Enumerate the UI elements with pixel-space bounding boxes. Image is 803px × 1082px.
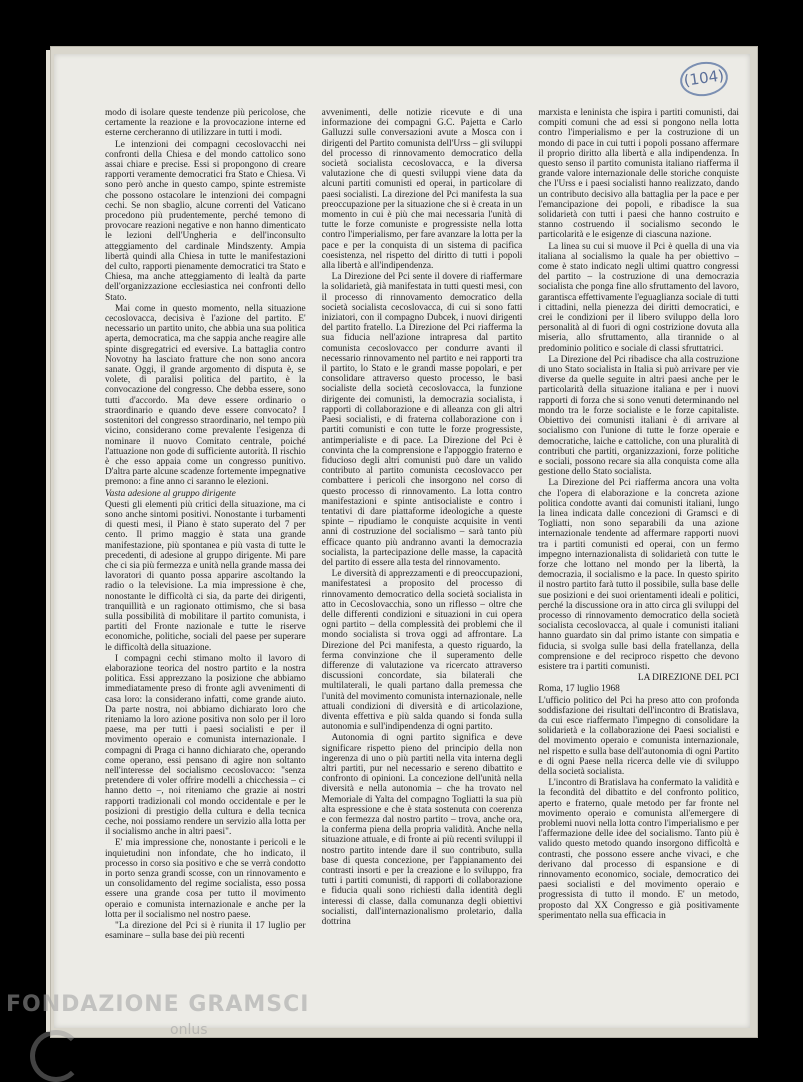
document-page (54, 54, 750, 1028)
paragraph: La Direzione del Pci ribadisce cha alla costruzione di uno Stato socialista in Italia si può arrivare per vie diverse da quelle seguite in altri paesi anche per le particolarità della situazione italiana e per i nuovi rapporti di forza che si sono venuti determinando nel mondo tra le forze socialiste e le forze capitaliste. Obiettivo dei comunisti italiani è di arrivare al socialismo con l'unione di tutte le forze operaie e democratiche, laiche e cattoliche, con una pluralità di contributi che partiti, organizzazioni, forze politiche e sociali, possono recare sia alla conquista come alla gestione dello Stato socialista. (538, 354, 740, 478)
paragraph: modo di isolare queste tendenze più pericolose, che certamente la reazione e la provocazione interne ed esterne cercheranno di utilizzare in tutti i modi. (105, 108, 306, 139)
paragraph: Autonomia di ogni partito significa e deve significare rispetto pieno del principio della non ingerenza di uno o più partiti nella vita interna degli altri partiti, pur nel necessario e sereno dibattito e confronto di opinioni. La concezione dell'unità nella diversità e nella autonomia – che ha trovato nel Memoriale di Yalta del compagno Togliatti la sua più alta espressione e che è stata sostenuta con coerenza e con fermezza dal nostro partito – trova, anche ora, la conferma piena della propria validità. Anche nella situazione attuale, e di fronte ai più recenti sviluppi il nostro partito intende dare il suo contributo, sulla base di questa concezione, per l'appianamento dei contrasti insorti e per la creazione e lo sviluppo, fra tutti i partiti comunisti, di rapporti di collaborazione e fiducia quali sono richiesti dalla identità degli interessi di classe, dalla comunanza degli obiettivi socialisti, dall'internazionalismo proletario, dalla dottrina (321, 733, 523, 928)
paragraph: Le intenzioni dei compagni cecoslovacchi nei confronti della Chiesa e del mondo cattolico sono assai chiare e precise. Essi si propongono di creare rapporti veramente democratici fra Stato e Chiesa. Vi sono però anche in questo campo, spinte estremiste che possono ostacolare le intenzioni dei compagni cechi. Se non sbaglio, alcune correnti del Vaticano procedono più prudentemente, perché temono di provocare reazioni negative e non hanno dimenticato le lezioni dell'Ungheria e dell'inconsulto atteggiamento del cardinale Mindszenty. Ampia libertà quindi alla Chiesa in tutte le manifestazioni del culto, rapporti pienamente democratici tra Stato e Chiesa, ma anche atteggiamento di lealtà da parte dell'organizzazione ecclesiastica nei confronti dello Stato. (105, 139, 306, 303)
paragraph: La Direzione del Pci riafferma ancora una volta che l'opera di elaborazione e la concreta azione politica condotte avanti dai comunisti italiani, lungo la linea indicata dalle concezioni di Gramsci e di Togliatti, non sono separabili da una azione internazionale tendente ad affermare rapporti nuovi tra i partiti comunisti ed operai, con un fermo impegno internazionalista di solidarietà con tutte le forze che lottano nel mondo per la libertà, la democrazia, il socialismo e la pace. In questo spirito il nostro partito farà tutto il possibile, sulla base delle sue posizioni e dei suoi orientamenti ideali e politici, perché la discussione ora in atto circa gli sviluppi del processo di rinnovamento democratico della società socialista cecoslovacca, al quale i comunisti italiani hanno guardato sin dal primo istante con simpatia e fiducia, si svolga sulle basi della fratellanza, della comprensione e del reciproco rispetto che devono esistere tra i partiti comunisti. (538, 478, 740, 672)
paragraph: Le diversità di apprezzamenti e di preoccupazioni, manifestatesi a proposito del processo di rinnovamento democratico della società socialista in atto in Cecoslovacchia, sono un riflesso – oltre che delle differenti condizioni e situazioni in cui opera ogni partito – della complessità dei problemi che il mondo socialista si trova oggi ad affrontare. La Direzione del Pci manifesta, a questo riguardo, la ferma convinzione che il superamento delle differenze di valutazione va ricercato attraverso discussioni concordate, sia bilaterali che multilaterali, le quali partano dalla premessa che l'unità del movimento comunista internazionale, nelle attuali condizioni di diversità e di articolazione, diventa effettiva e più salda quando si fonda sulla autonomia e sull'indipendenza di ogni partito. (321, 569, 523, 733)
column-1 (105, 108, 306, 1013)
text-columns (105, 108, 739, 1013)
column-2 (322, 108, 523, 1013)
paragraph: Mai come in questo momento, nella situazione cecoslovacca, decisiva è l'azione del partito. E' necessario un partito unito, che abbia una sua politica aperta, democratica, ma che sappia anche reagire alle spinte disgregatrici ed eversive. La battaglia contro Novotny ha lasciato fratture che non sono ancora sanate. Oggi, il grande argomento di disputa è, se volete, di paralisi politica del partito, è la convocazione del congresso. Che debba essere, sono tutti d'accordo. Ma deve essere ordinario o straordinario e quando deve essere convocato? I sostenitori del congresso straordinario, nel tempo più vicino, considerano come prevalente l'esigenza di nominare il nuovo Comitato centrale, poiché l'attuazione non gode di sufficiente autorità. Il rischio è che esso appaia come un congresso punitivo. D'altra parte alcune scadenze fortemente impegnative premono: a fine anno ci saranno le elezioni. (105, 303, 306, 488)
foundation-logo-icon (30, 1030, 82, 1082)
archive-page-number-stamp: (104) (678, 59, 730, 99)
paragraph: L'ufficio politico del Pci ha preso atto con profonda soddisfazione dei risultati dell'incontro di Bratislava, da cui esce riaffermato l'impegno di consolidare la solidarietà e la collaborazione dei Paesi socialisti e del movimento operaio e comunista internazionale, nel rispetto e sulla base dell'autonomia di ogni Partito e di ogni Paese nella ricerca delle vie di sviluppo della società socialista. (538, 695, 740, 777)
paragraph: "La direzione del Pci si è riunita il 17 luglio per esaminare – sulla base dei più recenti (105, 921, 306, 942)
paragraph: La linea su cui si muove il Pci è quella di una via italiana al socialismo la quale ha per obiettivo – come è stato indicato negli ultimi quattro congressi del partito – la costruzione di una democrazia socialista che ponga fine allo sfruttamento del lavoro, garantisca effettivamente l'eguaglianza sociale di tutti i cittadini, nella pienezza dei diritti democratici, e crei le condizioni per il libero sviluppo della loro personalità al di fuori di ogni costrizione dovuta alla miseria, allo sfruttamento, alla tirannide o al predominio politico e sociale di classi sfruttatrici. (538, 241, 740, 354)
watermark-name: FONDAZIONE GRAMSCI (6, 992, 310, 1017)
paragraph: E' mia impressione che, nonostante i pericoli e le inquietudini non infondate, che ho indicato, il processo in corso sia positivo e che se verrà condotto in porto senza grandi scosse, con un rinnovamento e un consolidamento del regime socialista, esso possa essere una grande cosa per tutto il movimento operaio e comunista internazionale e anche per la lotta per il socialismo nel nostro paese. (105, 838, 306, 920)
paragraph: Roma, 17 luglio 1968 (538, 684, 620, 695)
column-3 (538, 108, 739, 1013)
paragraph: LA DIREZIONE DEL PCI (637, 673, 740, 684)
watermark-suffix: onlus (170, 1022, 208, 1038)
paragraph: La Direzione del Pci sente il dovere di riaffermare la solidarietà, già manifestata in tutti questi mesi, con il processo di rinnovamento democratico della società socialista cecoslovacca, di cui si sono fatti iniziatori, con il compagno Dubcek, i nuovi dirigenti del partito fratello. La Direzione del Pci riafferma la sua fiducia nell'azione intrapresa dal partito comunista cecoslovacco per condurre avanti il necessario rinnovamento nel partito e nei rapporti tra il partito, lo Stato e le grandi masse popolari, e per consolidare attraverso questo processo, le basi socialiste della società cecoslovacca, la funzione dirigente dei comunisti, la democrazia socialista, i rapporti di collaborazione e di alleanza con gli altri Paesi socialisti, e di fraterna collaborazione con i partiti comunisti e con tutte le forze progressiste, antimperialiste e di pace. La Direzione del Pci è convinta che la comprensione e l'appoggio fraterno e fiducioso degli altri comunisti può dare un valido contributo al partito comunista cecoslovacco per combattere i pericoli che insorgono nel corso di questo processo di rinnovamento. La lotta contro manifestazioni e spinte antisocialiste e contro i tentativi di dare piattaforme ideologiche a queste spinte – ripudiamo le conquiste acquisite in venti anni di costruzione del socialismo – sarà tanto più efficace quanto più andranno avanti la democrazia socialista, la partecipazione delle masse, la capacità del partito di essere alla testa del rinnovamento. (321, 272, 523, 568)
paragraph: Vasta adesione al gruppo dirigente (105, 488, 236, 499)
paragraph: I compagni cechi stimano molto il lavoro di elaborazione teorica del nostro partito e la nostra politica. Essi apprezzano la posizione che abbiamo immediatamente preso di fronte agli avvenimenti di casa loro: la considerano infatti, come grande aiuto. Da parte nostra, noi abbiamo dichiarato loro che riteniamo la loro azione positiva non solo per il loro paese, ma per tutti i paesi socialisti e per il movimento operaio e comunista internazionale. I compagni di Praga ci hanno dichiarato che, operando come operano, essi pensano di agire non soltanto nell'interesse del socialismo cecoslovacco: "senza pretendere di voler offrire modelli a chicchessia – ci hanno detto –, noi riteniamo che grazie ai nostri rapporti tradizionali col mondo occidentale e per le posizioni di prestigio della cultura e della tecnica ceche, noi possiamo rendere un servizio alla lotta per il socialismo anche in altri paesi". (105, 653, 306, 838)
paragraph: marxista e leninista che ispira i partiti comunisti, dai compiti comuni che ad essi si pongono nella lotta contro l'imperialismo e per la costruzione di un mondo di pace in cui tutti i popoli possano affermare il proprio diritto alla libertà e alla indipendenza. In questo senso il partito comunista italiano riafferma il grande valore internazionale delle storiche conquiste che l'Urss e i paesi socialisti hanno realizzato, dando un contributo decisivo alla battaglia per la pace e per l'emancipazione dei popoli, e ribadisce la sua solidarietà con tutti i paesi che hanno costruito e stanno costruendo il socialismo secondo le particolarità e le esigenze di ciascuna nazione. (538, 108, 740, 241)
paragraph: L'incontro di Bratislava ha confermato la validità e la fecondità del dibattito e del confronto politico, aperto e fraterno, quale metodo per far fronte nel movimento operaio e comunista all'emergere di problemi nuovi nella lotta contro l'imperialismo e per l'affermazione delle idee del socialismo. Tanto più è valido questo metodo quando insorgono difficoltà e contrasti, che possono essere anche vivaci, e che derivano dal processo di espansione e di rinnovamento economico, sociale, democratico dei paesi socialisti e del movimento operaio e progressista di tutto il mondo. E' un metodo, proposto dal XX Congresso e già positivamente sperimentato nella sua efficacia in (538, 778, 740, 921)
paragraph: Questi gli elementi più critici della situazione, ma ci sono anche sintomi positivi. Nonostante i turbamenti di questi mesi, il Piano è stato superato del 7 per cento. Il primo maggio è stata una grande manifestazione, più spontanea e più vasta di tutte le precedenti, di adesione al gruppo dirigente. Mi pare che ci sia più fermezza e unità nella grande massa dei lavoratori di quanto possa apparire ascoltando la radio o la televisione. La mia impressione è che, nonostante le difficoltà ci sia, da parte dei dirigenti, tranquillità e un ragionato ottimismo, che si basa sulla possibilità di mobilitare il partito comunista, i partiti del Fronte nazionale e tutte le riserve economiche, politiche, sociali del paese per superare le difficoltà della situazione. (105, 499, 306, 653)
paragraph: avvenimenti, delle notizie ricevute e di una informazione dei compagni G.C. Pajetta e Carlo Galluzzi sulle conversazioni avute a Mosca con i dirigenti del Partito comunista dell'Urss – gli sviluppi del processo di rinnovamento democratico della società socialista cecoslovacca, e la diversa valutazione che di questi sviluppi viene data da alcuni partiti comunisti ed operai, in particolare di paesi socialisti. La direzione del Pci manifesta la sua preoccupazione per la situazione che si è creata in un momento in cui è più che mai necessaria l'unità di tutte le forze comuniste e progressiste nella lotta contro l'imperialismo, per fare avanzare la lotta per la pace e per la conquista di un sistema di pacifica coesistenza, nel rispetto del diritto di tutti i popoli alla libertà e all'indipendenza. (321, 108, 523, 272)
